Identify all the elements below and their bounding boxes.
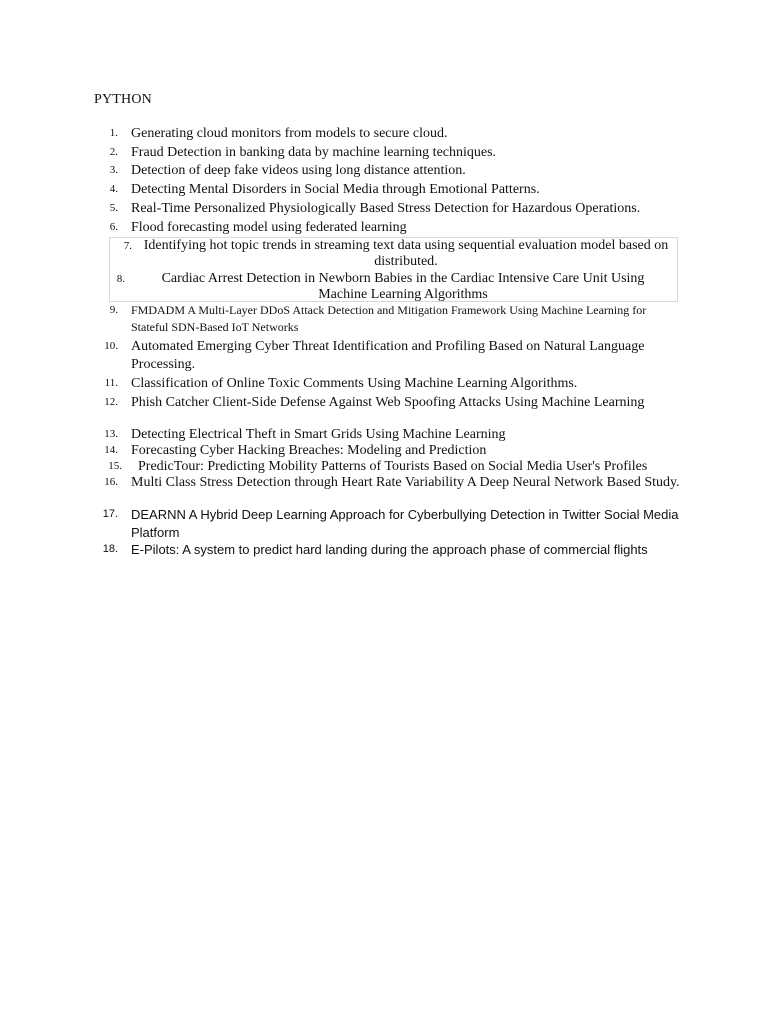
item-number: 8. bbox=[116, 273, 125, 285]
item-number: 1. bbox=[109, 127, 118, 139]
item-number: 16. bbox=[104, 476, 118, 488]
item-text: Phish Catcher Client-Side Defense Against Web Spoofing Attacks Using Machine Learning bbox=[131, 395, 645, 410]
item-number: 18. bbox=[102, 543, 118, 555]
item-text: Generating cloud monitors from models to secure cloud. bbox=[131, 126, 448, 141]
item-text: Cardiac Arrest Detection in Newborn Babies in the Cardiac Intensive Care Unit Using Machine Learning Algorithms bbox=[161, 271, 645, 302]
item-text: PredicTour: Predicting Mobility Patterns of Tourists Based on Social Media User's Profiles bbox=[138, 459, 648, 474]
item-text: E-Pilots: A system to predict hard landing during the approach phase of commercial flights bbox=[131, 542, 648, 557]
item-text: Forecasting Cyber Hacking Breaches: Modeling and Prediction bbox=[131, 443, 487, 458]
item-number: 11. bbox=[104, 377, 118, 389]
item-number: 2. bbox=[109, 146, 118, 158]
item-text: Classification of Online Toxic Comments Using Machine Learning Algorithms. bbox=[131, 376, 578, 391]
item-text: DEARNN A Hybrid Deep Learning Approach for Cyberbullying Detection in Twitter Social Media Platform bbox=[131, 507, 679, 540]
item-number: 5. bbox=[109, 202, 118, 214]
item-text: Detection of deep fake videos using long distance attention. bbox=[131, 163, 466, 178]
item-number: 9. bbox=[109, 304, 118, 316]
item-number: 10. bbox=[104, 340, 118, 352]
item-number: 7. bbox=[123, 240, 132, 252]
item-number: 14. bbox=[104, 444, 118, 456]
item-text: Detecting Electrical Theft in Smart Grids Using Machine Learning bbox=[131, 427, 506, 442]
item-text: Identifying hot topic trends in streaming text data using sequential evaluation model based on distributed. bbox=[143, 238, 669, 269]
item-number: 4. bbox=[109, 183, 118, 195]
item-text: Flood forecasting model using federated learning bbox=[131, 220, 407, 235]
item-text: Automated Emerging Cyber Threat Identification and Profiling Based on Natural Language Processing. bbox=[131, 339, 645, 372]
item-text: Detecting Mental Disorders in Social Media through Emotional Patterns. bbox=[131, 182, 540, 197]
item-text: Fraud Detection in banking data by machine learning techniques. bbox=[131, 145, 497, 160]
item-number: 13. bbox=[104, 428, 118, 440]
item-number: 3. bbox=[109, 164, 118, 176]
item-text: FMDADM A Multi-Layer DDoS Attack Detection and Mitigation Framework Using Machine Learning for Stateful SDN-Based IoT Networks bbox=[131, 303, 647, 334]
item-number: 12. bbox=[104, 396, 118, 408]
item-number: 6. bbox=[109, 221, 118, 233]
item-text: Multi Class Stress Detection through Heart Rate Variability A Deep Neural Network Based Study. bbox=[131, 475, 680, 490]
item-number: 17. bbox=[102, 508, 118, 520]
page-heading: PYTHON bbox=[94, 92, 152, 107]
item-text: Real-Time Personalized Physiologically Based Stress Detection for Hazardous Operations. bbox=[131, 201, 641, 216]
item-number: 15. bbox=[108, 460, 122, 472]
